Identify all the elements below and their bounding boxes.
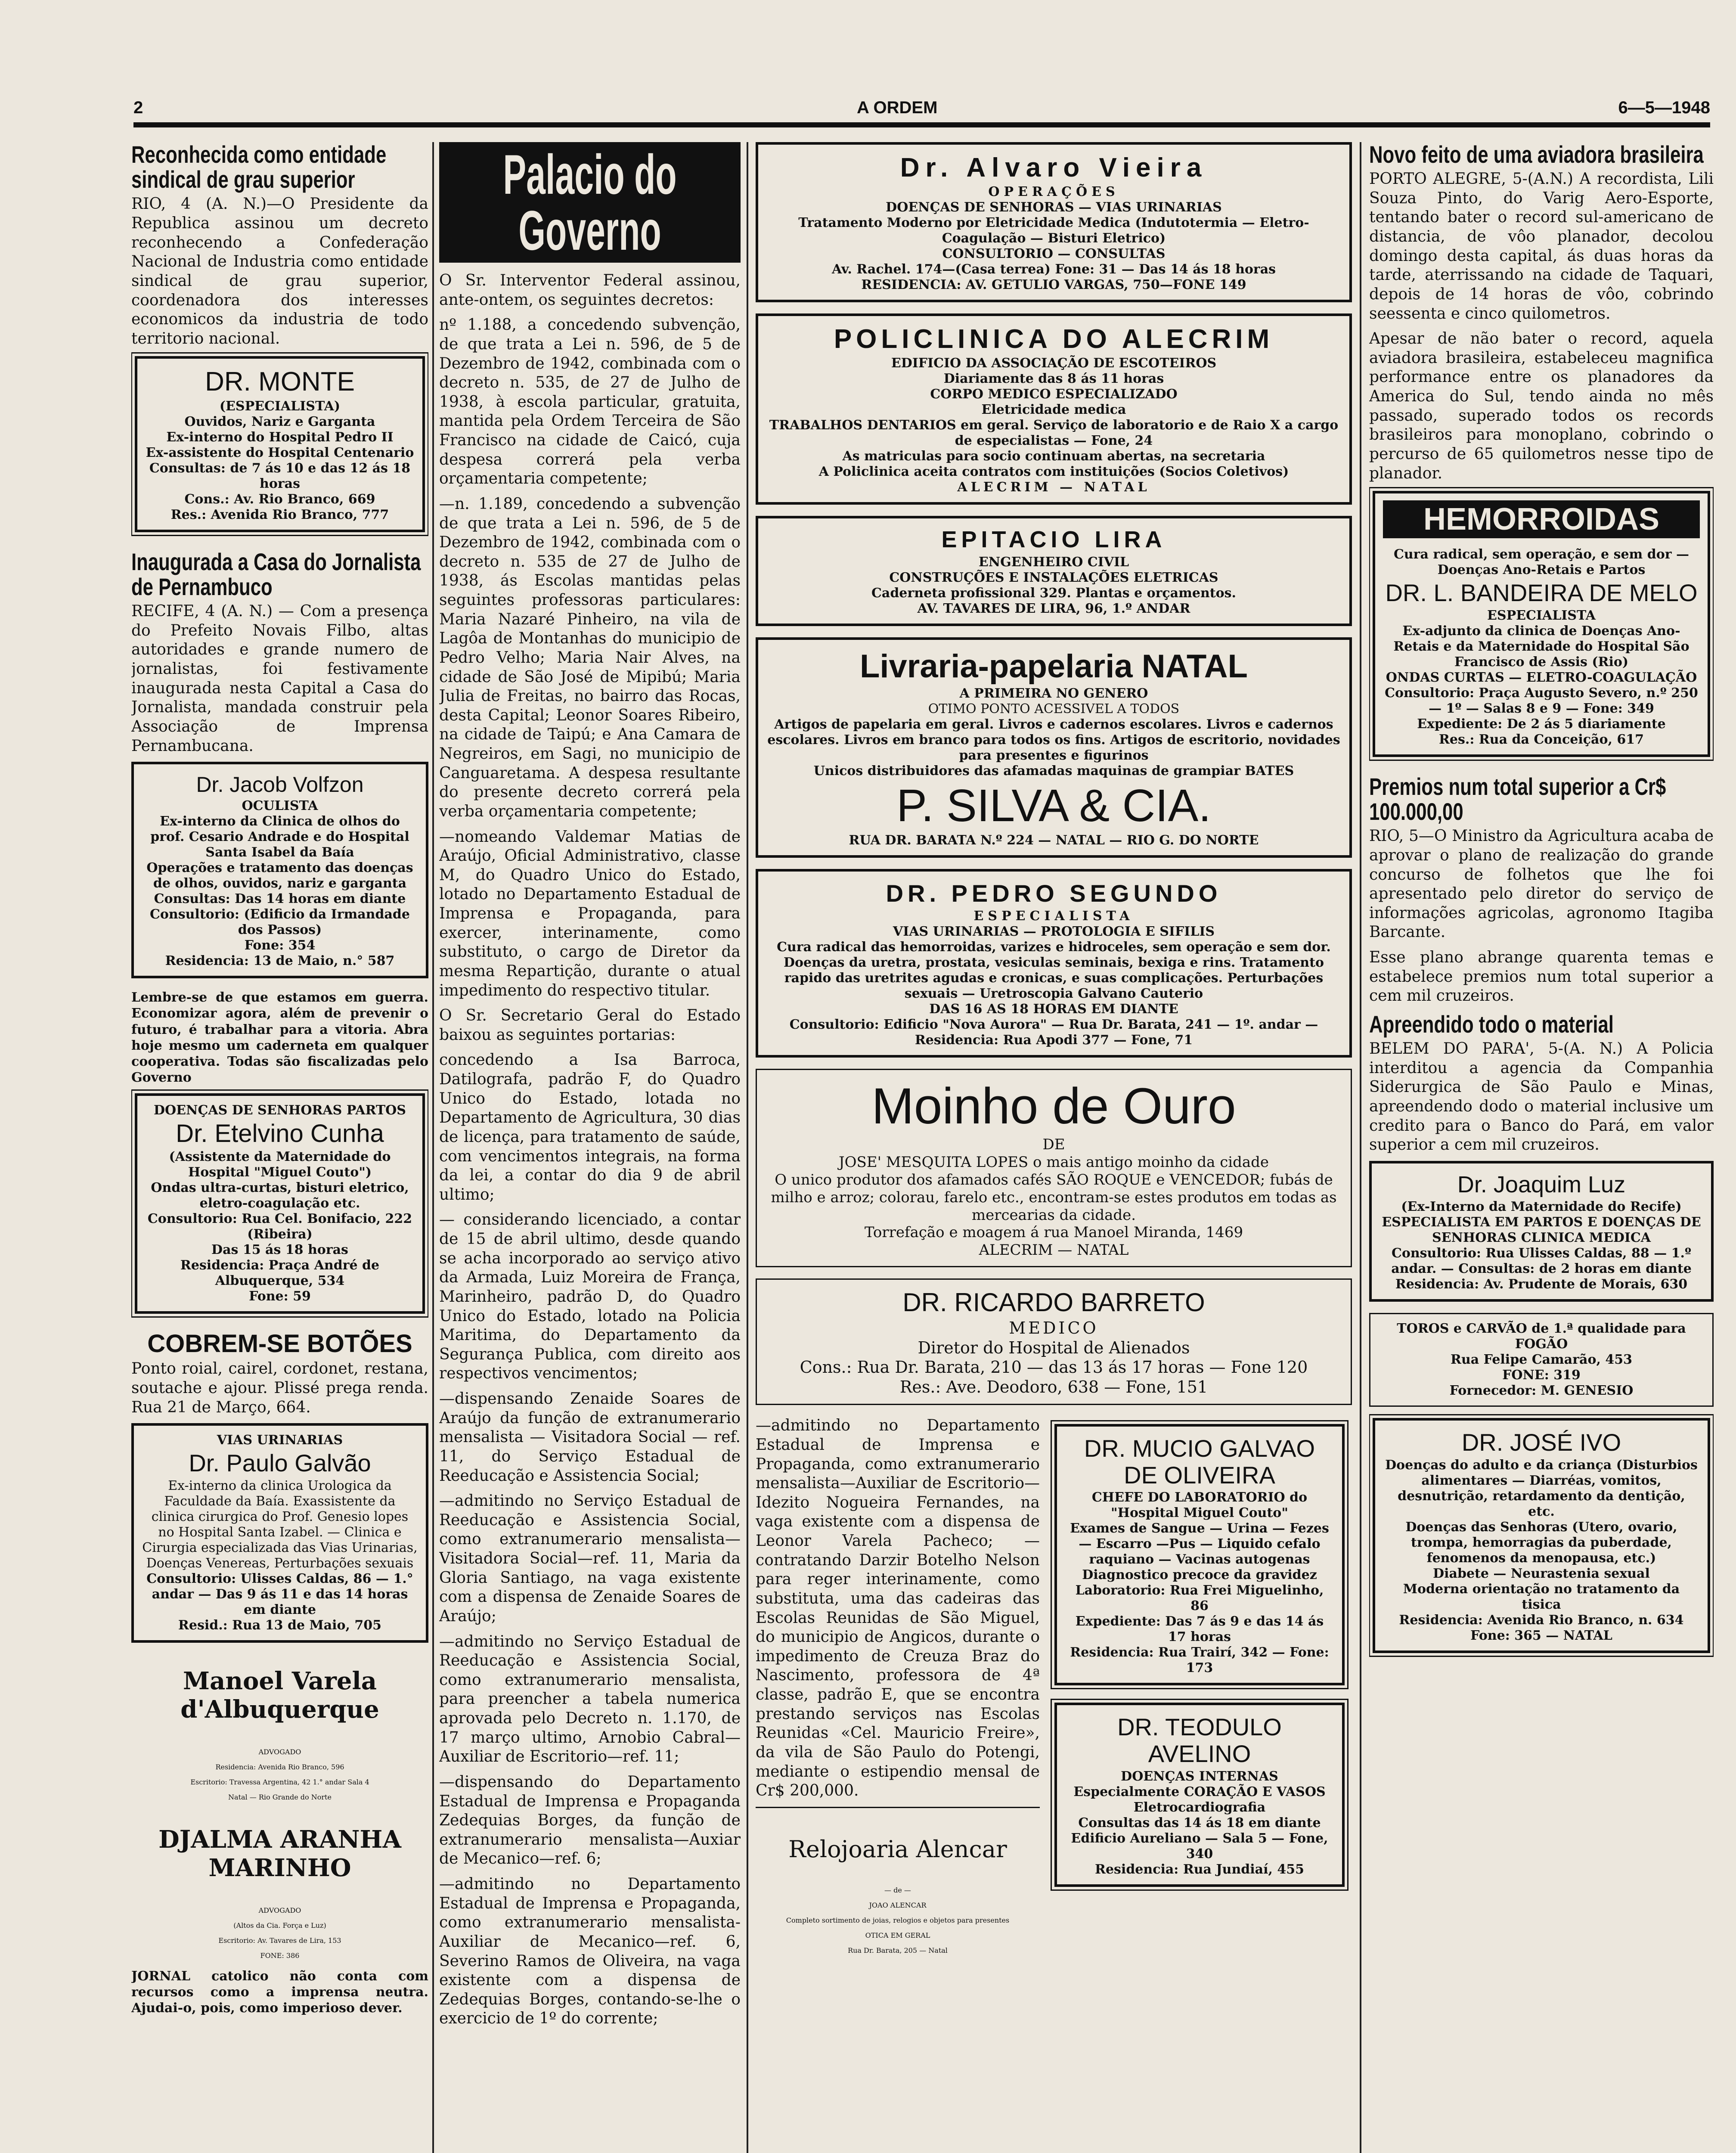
ad-line: Diretor do Hospital de Alienados	[918, 1338, 1190, 1357]
ad-line: Residencia: Rua Trairí, 342 — Fone: 173	[1070, 1645, 1329, 1676]
ad-line: DR. JOSÉ IVO	[1461, 1429, 1621, 1456]
issue-date: 6—5—1948	[1618, 98, 1710, 117]
ad-line: CORPO MEDICO ESPECIALIZADO	[930, 387, 1178, 402]
ad-block	[131, 1825, 428, 1960]
ad-line: TRABALHOS DENTARIOS em geral. Serviço de laboratorio e de Raio X a cargo de especialistas — Fone, 24	[769, 418, 1339, 449]
article-paragraph: O Sr. Interventor Federal assinou, ante-ontem, os seguintes decretos:	[439, 272, 741, 309]
article-body: RECIFE, 4 (A. N.) — Com a presença do Prefeito Novais Filbo, altas autoridades e grande numero de jornalistas, foi festivamente inaugurada nesta Capital a Casa do Jornalista, mandada construir pela Associação de Imprensa Pernambucana.	[131, 602, 428, 755]
ad-line: AV. TAVARES DE LIRA, 96, 1.º ANDAR	[917, 601, 1190, 616]
ad-line: Ouvidos, Nariz e Garganta	[184, 414, 375, 429]
ad-line: Consultorio: Edificio "Nova Aurora" — Rua Dr. Barata, 241 — 1º. andar — Residencia: Rua Apodi 377 — Fone, 71	[789, 1017, 1318, 1048]
ad-line: DOENÇAS DE SENHORAS — VIAS URINARIAS	[886, 200, 1222, 215]
ad-line: Consultorio: Rua Ulisses Caldas, 88 — 1.º andar. — Consultas: de 2 horas em diante	[1391, 1246, 1692, 1277]
newspaper-title: A ORDEM	[857, 98, 938, 117]
ad-line: JOSE' MESQUITA LOPES o mais antigo moinho da cidade	[838, 1154, 1269, 1171]
ad-line: Torrefação e moagem á rua Manoel Miranda, 1469	[864, 1224, 1243, 1241]
ad-line: RUA DR. BARATA N.º 224 — NATAL — RIO G. DO NORTE	[849, 832, 1259, 848]
ad-line: A Policlinica aceita contratos com instituições (Socios Coletivos)	[818, 464, 1289, 480]
ad-line: DAS 16 AS 18 HORAS EM DIANTE	[929, 1001, 1178, 1017]
ad-line: Consultorio: Ulisses Caldas, 86 — 1.° andar — Das 9 ás 11 e das 14 horas em diante	[146, 1571, 413, 1617]
ad-line: DR. PEDRO SEGUNDO	[886, 879, 1222, 907]
article	[1369, 142, 1714, 483]
ad-line: Consultas: Das 14 horas em diante	[154, 891, 406, 907]
ad-line: Dr. Jacob Volfzon	[196, 772, 364, 797]
ad-line: Residencia: 13 de Maio, n.° 587	[165, 953, 395, 969]
ad-line: ESPECIALISTA	[973, 908, 1134, 924]
ad-line: CONSTRUÇÕES E INSTALAÇÕES ELETRICAS	[889, 570, 1218, 585]
ad-line: DR. MONTE	[205, 367, 355, 397]
ad-line: Ex-adjunto da clinica de Doenças Ano-Retais e da Maternidade do Hospital São Francisco de Assis (Rio)	[1393, 623, 1690, 670]
ad-column	[1051, 1416, 1348, 1961]
ad-line: Ex-interno da clinica Urologica da Faculdade da Baía. Exassistente da clinica cirurgica do Prof. Genesio lopes no Hospital Santa Izabel. — Clinica e Cirurgia especializada das Vias Urinarias, Doenças Venereas, Perturbações sexuais	[142, 1478, 418, 1571]
ad-line: ESPECIALISTA	[1487, 608, 1596, 623]
column-divider	[432, 142, 434, 2153]
ad-line: Tratamento Moderno por Eletricidade Medica (Indutotermia — Eletro-Coagulação — Bisturi Eletrico)	[798, 215, 1309, 246]
ad-line: RESIDENCIA: AV. GETULIO VARGAS, 750—FONE 149	[861, 277, 1246, 293]
ad-line: Dr. Paulo Galvão	[189, 1449, 371, 1477]
ad-line: Res.: Rua da Conceição, 617	[1438, 732, 1644, 747]
ad-box	[1054, 1424, 1345, 1685]
article-body: RIO, 4 (A. N.)—O Presidente da Republica assinou um decreto reconhecendo a Confederação Nacional de Industria como entidade sindical de grau superior, coordenadora dos interesses economicos da industria de todo territorio nacional.	[131, 195, 428, 347]
article-body: BELEM DO PARA', 5-(A. N.) A Policia interditou a agencia da Companhia Siderurgica de São Paulo e Minas, apreendendo dodo o material inclusive um credito para o Banco do Pará, em valor superior a cem mil cruzeiros.	[1369, 1040, 1714, 1154]
ad-line: Fone: 59	[249, 1289, 311, 1304]
ad-box	[1369, 1313, 1714, 1407]
article-paragraph: —admitindo no Serviço Estadual de Reeducação e Assistencia Social, como extranumerario mensalista—Visitadora Social—ref. 11, Maria da Gloria Santiago, na vaga existente com a dispensa de Zenaide Soares de Araújo;	[439, 1492, 741, 1625]
continuation-column	[756, 1416, 1040, 1961]
column-divider	[747, 142, 748, 2153]
article-body: Apesar de não bater o record, aquela aviadora brasileira, estabeleceu magnifica performance entre os planadores da America do Sul, tendo ainda no mês passado, superado todos os records brasileiros para monoplano, cobrindo o percurso de 65 quilometros nesse tipo de planador.	[1369, 330, 1714, 482]
column-divider	[1360, 142, 1361, 2153]
ad-box	[1054, 1703, 1345, 1886]
ad-line: Caderneta profissional 329. Plantas e orçamentos.	[871, 585, 1236, 601]
ad-line: Diariamente das 8 ás 11 horas	[943, 371, 1164, 387]
ad-line: OTIMO PONTO ACESSIVEL A TODOS	[928, 701, 1180, 717]
ad-line: Resid.: Rua 13 de Maio, 705	[178, 1617, 382, 1633]
ad-line: OPERAÇÕES	[988, 184, 1119, 200]
ad-box	[1373, 491, 1710, 757]
article-body: RIO, 5—O Ministro da Agricultura acaba de aprovar o plano de realização do grande concurso de folhetos que lhe foi apresentado pelo diretor do serviço de informações agricolas, agronomo Itagiba Barcante.	[1369, 827, 1714, 941]
ad-line: Consultorio: (Edificio da Irmandade dos Passos)	[150, 907, 410, 938]
ad-line: Residencia: Avenida Rio Branco, 596	[215, 1762, 344, 1771]
ad-line: TOROS e CARVÃO de 1.ª qualidade para FOGÃO	[1397, 1321, 1686, 1352]
column-1	[131, 142, 428, 2153]
ad-line: ADVOGADO	[258, 1906, 301, 1914]
ad-line: Consultas: de 7 ás 10 e das 12 ás 18 horas	[149, 460, 411, 491]
ad-box	[756, 142, 1352, 302]
ad-line: HEMORROIDAS	[1383, 500, 1700, 538]
ad-line: Diagnostico precoce da gravidez	[1082, 1567, 1317, 1583]
column-3	[756, 142, 1352, 2153]
article-paragraph: concedendo a Isa Barroca, Datilografa, padrão F, do Quadro Unico do Estado, lotada no Departamento de Agricultura, 30 dias de licença, para tratamento de saúde, com vencimentos integrais, na forma da lei, a contar do dia 9 de abril ultimo;	[439, 1051, 741, 1204]
article-headline: Inaugurada a Casa do Jornalista de Pernambuco	[131, 548, 421, 600]
ad-line: Expediente: Das 7 ás 9 e das 14 ás 17 horas	[1075, 1614, 1324, 1645]
ad-line: — de —	[884, 1886, 911, 1894]
ad-line: (Altos da Cia. Força e Luz)	[233, 1921, 326, 1930]
ad-line: Expediente: De 2 ás 5 diariamente	[1417, 716, 1666, 732]
article-body: Esse plano abrange quarenta temas e estabelece premios num total superior a cem mil cruzeiros.	[1369, 949, 1714, 1005]
ad-line: CONSULTORIO — CONSULTAS	[942, 246, 1166, 262]
ad-line: EPITACIO LIRA	[941, 527, 1166, 553]
ad-line: Natal — Rio Grande do Norte	[228, 1793, 332, 1801]
ad-line: DOENÇAS INTERNAS	[1121, 1768, 1278, 1784]
ad-line: Manoel Varela d'Albuquerque	[180, 1666, 379, 1724]
masthead	[133, 98, 1710, 117]
column-2	[439, 142, 741, 2153]
ad-line: Ex-interno da Clinica de olhos do prof. Cesario Andrade e do Hospital Santa Isabel da Baía	[150, 814, 409, 860]
ad-line: Fone: 354	[244, 938, 316, 953]
ad-line: A PRIMEIRA NO GENERO	[959, 686, 1148, 701]
ad-line: Residencia: Rua Jundiaí, 455	[1095, 1861, 1304, 1877]
ad-line: Res.: Ave. Deodoro, 638 — Fone, 151	[899, 1377, 1208, 1396]
ad-box	[131, 1423, 428, 1643]
ad-line: ADVOGADO	[258, 1747, 301, 1756]
ad-line: Escritorio: Travessa Argentina, 42 1.° andar Sala 4	[190, 1778, 369, 1786]
ad-box	[1369, 1161, 1714, 1302]
ad-line: Consultorio: Rua Cel. Bonifacio, 222 (Ribeira)	[147, 1211, 412, 1242]
ad-line: OTICA EM GERAL	[865, 1931, 930, 1939]
masthead-rule	[133, 122, 1710, 127]
ad-line: Cura radical, sem operação, e sem dor — Doenças Ano-Retais e Partos	[1393, 547, 1689, 578]
ad-box	[756, 1278, 1352, 1405]
ad-line: (Ex-Interno da Maternidade do Recife)	[1401, 1199, 1682, 1215]
ad-line: CHEFE DO LABORATORIO do "Hospital Miguel Couto"	[1091, 1490, 1308, 1521]
ad-line: DR. L. BANDEIRA DE MELO	[1385, 579, 1698, 607]
ad-line: O unico produtor dos afamados cafés SÃO ROQUE e VENCEDOR; fubás de milho e arroz; colorau, farelo etc., encontram-se estes produtos em todas as mercearias da cidade.	[771, 1171, 1337, 1224]
ad-box	[756, 869, 1352, 1058]
article-paragraph: —n. 1.189, concedendo a subvenção de que trata a Lei n. 596, de 5 de Dezembro de 1942, combinada com o decreto n. 535 de 27 de Julho de 1938, ás Escolas mantidas pelas seguintes professoras particulares: Maria Nazaré Pinheiro, na vila de Lagôa de Montanhas do municipio de Pedro Velho; Maria Nair Alves, na cidade de São José de Mipibú; Maria Julia de Freitas, no bairro das Rocas, desta Capital; Leonor Soares Ribeiro, na cidade de Taipú; e Ana Camara de Negreiros, em Sagi, no municipio de Canguaretama. A despesa resultante do presente decreto correrá pela verba orçamentaria competente;	[439, 495, 741, 820]
ad-line: Eletrocardiografia	[1133, 1799, 1266, 1815]
ad-line: (ESPECIALISTA)	[219, 398, 341, 414]
article	[131, 142, 428, 348]
ad-line: Completo sortimento de joias, relogios e objetos para presentes	[786, 1916, 1010, 1924]
ad-line: Moderna orientação no tratamento da tisica	[1403, 1581, 1680, 1612]
ad-block	[131, 1667, 428, 1801]
ad-line: ALECRIM — NATAL	[979, 1241, 1129, 1259]
ad-line: DR. TEODULO AVELINO	[1117, 1713, 1282, 1768]
ad-line: Artigos de papelaria em geral. Livros e cadernos escolares. Livros e cadernos escolares. Livros em branco para todos os fins. Artigos de escritorio, novidades para presentes e figurinos	[767, 717, 1340, 763]
ad-line: DE	[1042, 1136, 1065, 1154]
ad-line: Livraria-papelaria NATAL	[860, 648, 1248, 685]
ad-box	[135, 1093, 425, 1314]
ad-line: Relojoaria Alencar	[788, 1835, 1007, 1863]
ad-line: Ondas ultra-curtas, bisturi eletrico, eletro-coagulação etc.	[151, 1180, 409, 1211]
ad-line: As matriculas para socio continuam abertas, na secretaria	[842, 449, 1265, 464]
ad-line: ESPECIALISTA EM PARTOS E DOENÇAS DE SENHORAS CLINICA MEDICA	[1382, 1215, 1701, 1246]
ad-line: Especialmente CORAÇÃO E VASOS	[1073, 1784, 1326, 1799]
ad-line: DOENÇAS DE SENHORAS PARTOS	[154, 1103, 406, 1118]
article	[131, 549, 428, 756]
ad-line: DR. RICARDO BARRETO	[902, 1287, 1205, 1317]
ad-line: (Assistente da Maternidade do Hospital "Miguel Couto")	[169, 1149, 391, 1180]
ad-line: Cons.: Rua Dr. Barata, 210 — das 13 ás 17 horas — Fone 120	[800, 1358, 1308, 1377]
section-title: Palacio do Governo	[439, 142, 741, 263]
ad-line: JOAO ALENCAR	[869, 1901, 927, 1909]
article-paragraph: nº 1.188, a concedendo subvenção, de que trata a Lei n. 596, de 5 de Dezembro de 1942, combinada com o decreto n. 535, de 27 de Julho de 1938, à escola particular, gratuita, mantida pela Ordem Terceira de São Francisco na cidade de Caicó, cuja despesa correrá pela verba orçamentaria competente;	[439, 316, 741, 488]
ad-line: Dr. Alvaro Vieira	[900, 153, 1208, 183]
article-paragraph: — considerando licenciado, a contar de 15 de abril ultimo, desde quando se acha incorporado ao serviço ativo da Armada, Luiz Moreira de França, Marinheiro, padrão D, do Quadro Unico do Estado, lotado na Policia Maritima, do Departamento da Segurança Publica, com direito aos respectivos vencimentos;	[439, 1211, 741, 1383]
jornal-notice: JORNAL catolico não conta com recursos como a imprensa neutra. Ajudai-o, pois, como imperioso dever.	[131, 1968, 428, 2016]
ad-line: ALECRIM — NATAL	[957, 480, 1150, 495]
ad-box	[131, 762, 428, 978]
ad-box	[756, 516, 1352, 626]
ad-line: DR. MUCIO GALVAO DE OLIVEIRA	[1084, 1435, 1315, 1489]
ad-line: Operações e tratamento das doenças de olhos, ouvidos, nariz e garganta	[146, 860, 413, 891]
article-continuation: —admitindo no Departamento Estadual de Imprensa e Propaganda, como extranumerario mensalista—Auxiliar de Escritorio—Idezito Nogueira Fernandes, na vaga existente com a dispensa de Leonor Varela Pacheco; —contratando Darzir Botelho Nelson para reger interinamente, como substituta, uma das cadeiras das Escolas Reunidas de São Miguel, do municipio de Angicos, durante o impedimento de Creuza Braz do Nascimento, professora de 4ª classe, padrão E, que se encontra prestando serviços nas Escolas Reunidas «Cel. Mauricio Freire», da vila de São Paulo do Potengi, mediante o estipendio mensal de Cr$ 200,000.	[756, 1417, 1040, 1800]
ad-line: Diabete — Neurastenia sexual	[1433, 1566, 1650, 1581]
ad-line: FONE: 386	[260, 1951, 300, 1960]
article	[1369, 774, 1714, 1006]
ad-line: Cons.: Av. Rio Branco, 669	[184, 491, 375, 507]
ad-line: VIAS URINARIAS — PROTOLOGIA E SIFILIS	[893, 924, 1215, 939]
column-4	[1369, 142, 1714, 2153]
article-paragraph: —admitindo no Departamento Estadual de Imprensa e Propaganda, como extranumerario mensalista- Auxiliar de Mecanico—ref. 6, Severino Ramos de Oliveira, na vaga existente com a dispensa de Zedequias Borges, contando-se-lhe o exercicio de 1º do corrente;	[439, 1875, 741, 2028]
ad-line: EDIFICIO DA ASSOCIAÇÃO DE ESCOTEIROS	[891, 356, 1217, 371]
ad-line: POLICLINICA DO ALECRIM	[834, 324, 1274, 354]
article-paragraph: —admitindo no Serviço Estadual de Reeducação e Assistencia Social, como extranumerario mensalista, para preencher a tabela numerica aprovada pelo Decreto n. 1.170, de 17 março ultimo, Arnobio Cabral—Auxiliar de Escritorio—ref. 11;	[439, 1632, 741, 1766]
ad-line: FONE: 319	[1502, 1368, 1581, 1383]
ad-line: Residencia: Av. Prudente de Morais, 630	[1395, 1277, 1688, 1292]
article-headline: Reconhecida como entidade sindical de grau superior	[131, 142, 387, 193]
ad-line: Ex-interno do Hospital Pedro II	[166, 429, 394, 445]
ad-line: P. SILVA & CIA.	[896, 780, 1211, 831]
ad-line: Consultas das 14 ás 18 em diante	[1078, 1815, 1321, 1830]
ad-box	[1373, 1418, 1710, 1653]
ad-headline: COBREM-SE BOTÕES	[147, 1330, 412, 1358]
classified-ad	[131, 1331, 428, 1417]
article-headline: Novo feito de uma aviadora brasileira	[1369, 142, 1704, 168]
page-number: 2	[133, 98, 143, 117]
ad-line: Residencia: Praça André de Albuquerque, 534	[180, 1258, 380, 1289]
ad-line: Fornecedor: M. GENESIO	[1449, 1383, 1634, 1399]
ad-line: Moinho de Ouro	[871, 1077, 1236, 1135]
ad-line: Exames de Sangue — Urina — Fezes — Escarro —Pus — Liquido cefalo raquiano — Vacinas autogenas	[1070, 1521, 1329, 1567]
ad-block	[756, 1807, 1040, 1954]
ad-line: Cura radical das hemorroidas, varizes e hidroceles, sem operação e sem dor. Doenças da uretra, prostata, vesiculas seminais, bexiga e rins. Tratamento rapido das uretrites agudas e cronicas, e suas complicações. Perturbações sexuais — Uretroscopia Galvano Cauterio	[777, 939, 1331, 1001]
ad-line: Consultorio: Praça Augusto Severo, n.º 250 — 1º — Salas 8 e 9 — Fone: 349	[1385, 685, 1698, 716]
ad-line: VIAS URINARIAS	[217, 1433, 343, 1448]
ad-line: Rua Dr. Barata, 205 — Natal	[848, 1946, 948, 1954]
ad-line: Doenças do adulto e da criança (Disturbios alimentares — Diarréas, vomitos, desnutrição, retardamento da dentição, etc.	[1385, 1457, 1698, 1519]
ad-line: ENGENHEIRO CIVIL	[978, 554, 1129, 570]
ad-line: Ex-assistente do Hospital Centenario	[146, 445, 414, 460]
ad-box	[756, 313, 1352, 505]
article-paragraph: —dispensando do Departamento Estadual de Imprensa e Propaganda Zedequias Borges, da função de extranumerario mensalista—Auxiar de Mecanico—ref. 6;	[439, 1773, 741, 1868]
ad-body: Ponto roial, cairel, cordonet, restana, soutache e ajour. Plissé prega renda. Rua 21 de Março, 664.	[131, 1360, 428, 1416]
ad-line: Edificio Aureliano — Sala 5 — Fone, 340	[1071, 1830, 1328, 1861]
article-body: PORTO ALEGRE, 5-(A.N.) A recordista, Lili Souza Pinto, do Varig Aero-Esporte, tentando bater o record sul-americano de distancia, de vôo planador, decolou domingo desta capital, ás duas horas da tarde, aterrissando na cidade de Taquari, depois de 14 horas de vôo, cobrindo seessenta e cinco quilometros.	[1369, 170, 1714, 323]
article-paragraph: O Sr. Secretario Geral do Estado baixou as seguintes portarias:	[439, 1007, 741, 1044]
article-paragraph: —nomeando Valdemar Matias de Araújo, Oficial Administrativo, classe M, do Quadro Unico do Estado, lotado no Departamento Estadual de Imprensa e Propaganda, para exercer, interinamente, como substituto, o cargo de Diretor da mesma Repartição, durante o atual impedimento do respectivo titular.	[439, 828, 741, 999]
ad-line: Unicos distribuidores das afamadas maquinas de grampiar BATES	[813, 763, 1294, 779]
ad-line: Escritorio: Av. Tavares de Lira, 153	[218, 1936, 341, 1945]
ad-line: DJALMA ARANHA MARINHO	[158, 1825, 401, 1882]
ad-line: Dr. Etelvino Cunha	[176, 1120, 384, 1148]
ad-line: Rua Felipe Camarão, 453	[1451, 1352, 1632, 1368]
ad-line: MEDICO	[1009, 1318, 1099, 1337]
ad-line: Doenças das Senhoras (Utero, ovario, trompa, hemorragias da puberdade, fenomenos da menopausa, etc.)	[1405, 1519, 1677, 1566]
ad-line: Dr. Joaquim Luz	[1457, 1171, 1626, 1197]
ad-line: Das 15 ás 18 horas	[211, 1242, 348, 1258]
ad-line: Laboratorio: Rua Frei Miguelinho, 86	[1075, 1583, 1324, 1614]
article-headline: Apreendido todo o material	[1369, 1010, 1614, 1038]
ad-line: Eletricidade medica	[981, 402, 1126, 418]
war-notice: Lembre-se de que estamos em guerra. Economizar agora, além de prevenir o futuro, é trabalhar para a vitoria. Abra hoje mesmo um caderneta em qualquer cooperativa. Todas são fiscalizadas pelo Governo	[131, 990, 428, 1086]
article-headline: Premios num total superior a Cr$ 100.000,00	[1369, 772, 1666, 825]
ad-line: OCULISTA	[242, 798, 318, 814]
ad-line: ONDAS CURTAS — ELETRO-COAGULAÇÃO	[1386, 670, 1697, 685]
ad-box	[756, 1069, 1352, 1267]
ad-box	[135, 356, 425, 532]
ad-line: Residencia: Avenida Rio Branco, n. 634	[1399, 1612, 1684, 1628]
ad-line: Res.: Avenida Rio Branco, 777	[170, 507, 389, 522]
article-paragraph: —dispensando Zenaide Soares de Araújo da função de extranumerario mensalista — Visitadora Social — ref. 11, do Serviço Estadual de Reeducação e Assistencia Social;	[439, 1390, 741, 1485]
ad-line: Fone: 365 — NATAL	[1470, 1628, 1612, 1643]
article	[1369, 1012, 1714, 1155]
lower-columns	[756, 1416, 1352, 1961]
ad-box	[756, 637, 1352, 858]
ad-line: Av. Rachel. 174—(Casa terrea) Fone: 31 — Das 14 ás 18 horas	[831, 262, 1276, 277]
